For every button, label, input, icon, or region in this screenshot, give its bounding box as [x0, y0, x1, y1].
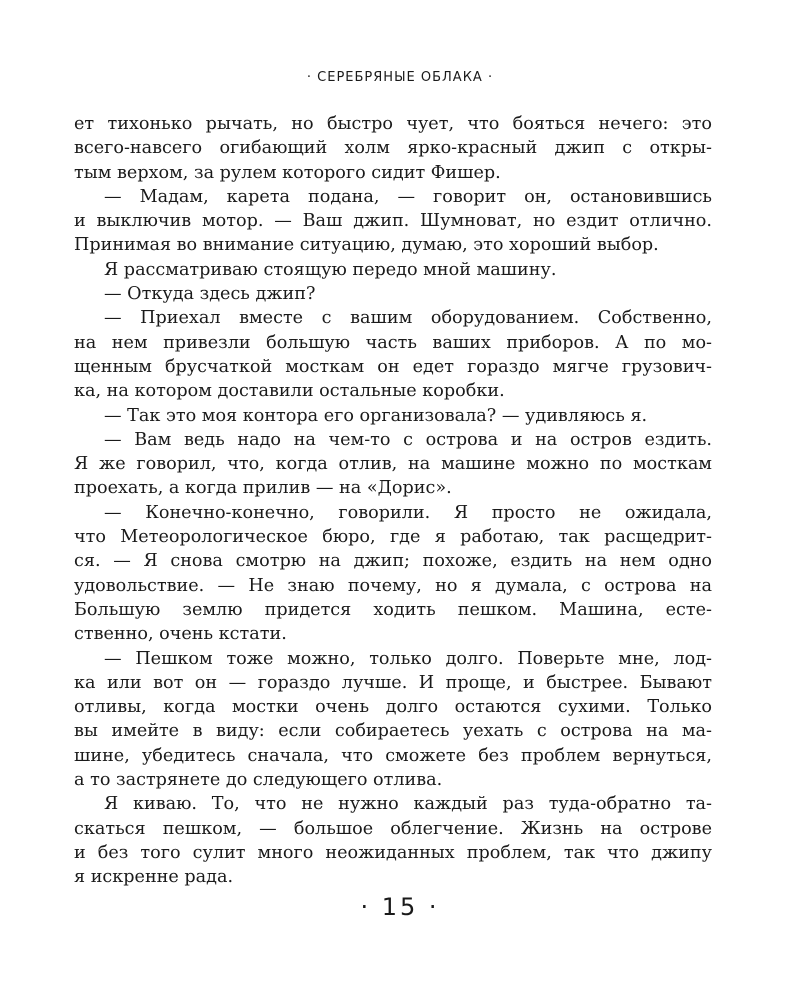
text-line: и выключив мотор. — Ваш джип. Шумноват, но ездит отлично.: [74, 211, 712, 232]
text-line: я искренне рада.: [74, 867, 234, 888]
text-line: шине, убедитесь сначала, что сможете без проблем вернуться,: [74, 745, 712, 766]
text-line: на нем привезли большую часть ваших приборов. А по мо-: [74, 332, 712, 353]
text-line: — Так это моя контора его организовала? — удивляюсь я.: [104, 405, 648, 426]
text-line: и без того сулит много неожиданных проблем, так что джипу: [74, 842, 712, 863]
text-line: всего-навсего огибающий холм ярко-красный джип с откры-: [74, 138, 712, 159]
text-line: щенным брусчаткой мосткам он едет гораздо мягче грузович-: [74, 356, 712, 377]
text-line: Я рассматриваю стоящую передо мной машину.: [104, 259, 557, 280]
text-line: — Откуда здесь джип?: [104, 284, 316, 305]
text-line: Принимая во внимание ситуацию, думаю, это хороший выбор.: [74, 235, 659, 256]
text-line: а то застрянете до следующего отлива.: [74, 770, 443, 791]
text-line: ся. — Я снова смотрю на джип; похоже, ездить на нем одно: [74, 551, 712, 572]
text-line: удовольствие. — Не знаю почему, но я думала, с острова на: [74, 575, 712, 596]
page-number: · 15 ·: [360, 893, 440, 921]
text-line: ет тихонько рычать, но быстро чует, что бояться нечего: это: [74, 114, 712, 134]
text-line: ственно, очень кстати.: [74, 624, 287, 645]
text-line: ка или вот он — гораздо лучше. И проще, и быстрее. Бывают: [74, 672, 712, 693]
text-line: — Конечно-конечно, говорили. Я просто не ожидала,: [104, 502, 712, 523]
text-line: ка, на котором доставили остальные коробки.: [74, 381, 505, 402]
text-line: Я киваю. То, что не нужно каждый раз туда-обратно та-: [104, 794, 712, 815]
body-text: [74, 112, 712, 890]
text-line: что Метеорологическое бюро, где я работаю, так расщедрит-: [74, 527, 712, 548]
text-line: отливы, когда мостки очень долго остаются сухими. Только: [74, 697, 712, 718]
text-line: — Вам ведь надо на чем-то с острова и на остров ездить.: [104, 429, 712, 450]
text-line: Большую землю придется ходить пешком. Машина, есте-: [74, 599, 712, 620]
text-line: Я же говорил, что, когда отлив, на машине можно по мосткам: [74, 454, 712, 475]
text-line: — Приехал вместе с вашим оборудованием. Собственно,: [104, 308, 712, 329]
text-line: скаться пешком, — большое облегчение. Жизнь на острове: [74, 818, 712, 839]
text-line: — Мадам, карета подана, — говорит он, остановившись: [104, 186, 712, 207]
running-head-title: · СЕРЕБРЯНЫЕ ОБЛАКА ·: [306, 70, 494, 85]
text-line: проехать, а когда прилив — на «Дорис».: [74, 478, 452, 499]
text-line: вы имейте в виду: если собираетесь уехать с острова на ма-: [74, 721, 712, 742]
text-line: — Пешком тоже можно, только долго. Поверьте мне, лод-: [104, 648, 712, 669]
text-line: тым верхом, за рулем которого сидит Фишер.: [74, 162, 501, 183]
